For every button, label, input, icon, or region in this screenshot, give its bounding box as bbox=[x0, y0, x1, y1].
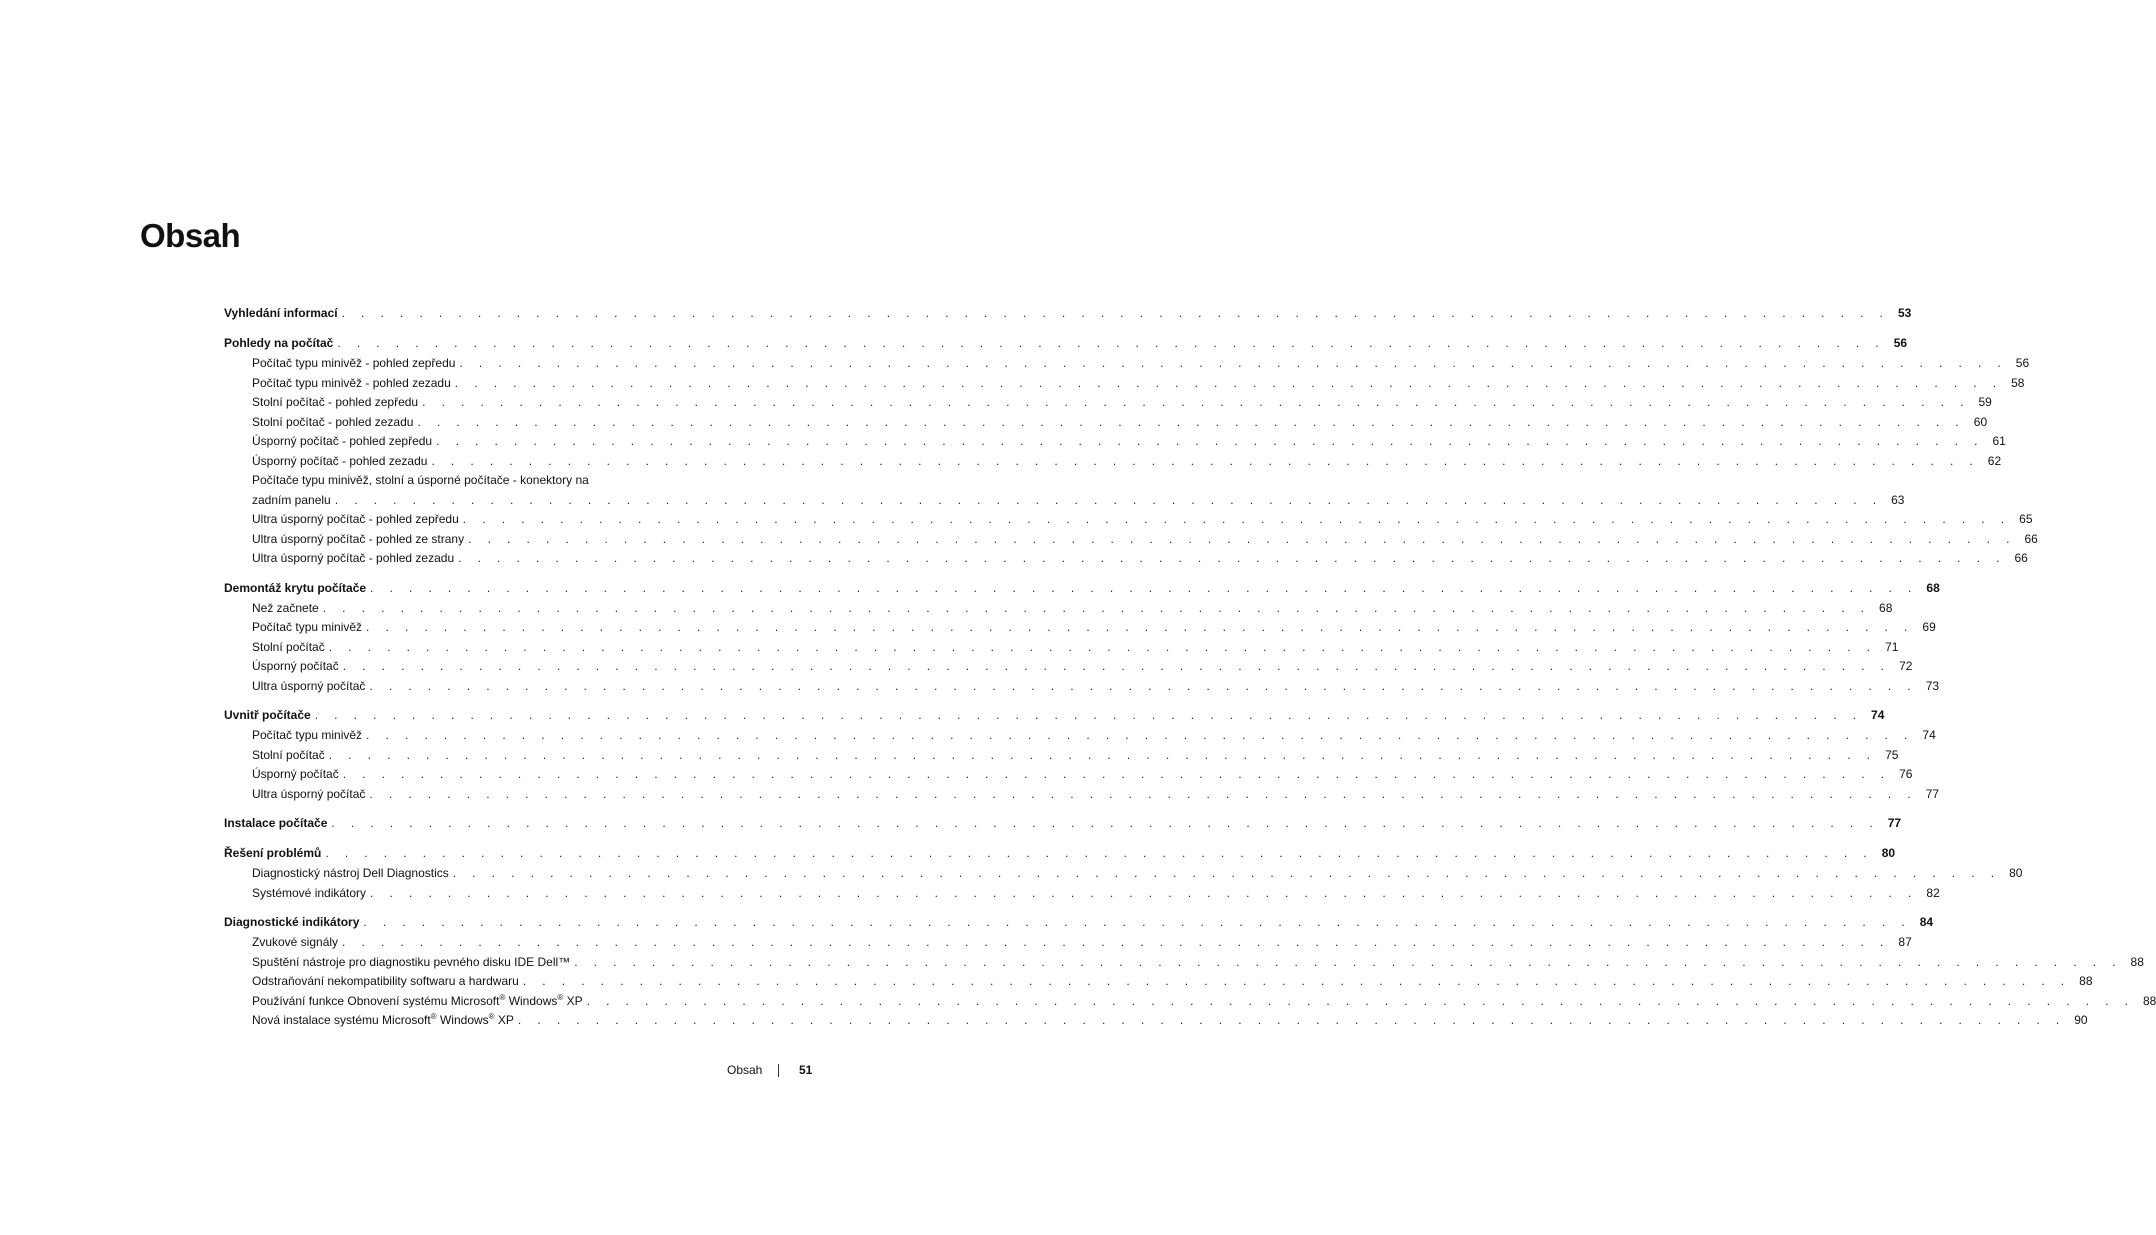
toc-entry-title[interactable]: Diagnostické indikátory bbox=[224, 915, 360, 929]
toc-section bbox=[224, 911, 2156, 1031]
toc-entry-title[interactable]: Stolní počítač - pohled zezadu bbox=[252, 414, 414, 429]
toc-page-number[interactable]: 82 bbox=[1926, 885, 1940, 900]
toc-page-number[interactable]: 90 bbox=[2074, 1013, 2088, 1027]
footer-separator bbox=[778, 1064, 779, 1077]
dot-leader: . . . . . . . . . . . . . . . . . . . . . . . . . . . . . . . . . . . . . . . . . . . . . . . . . . . . . . . . . . . . . . . . . . . . . . . . . . . . . . . . bbox=[459, 356, 2008, 370]
toc-page-number[interactable]: 80 bbox=[2009, 866, 2023, 880]
dot-leader: . . . . . . . . . . . . . . . . . . . . . . . . . . . . . . . . . . . . . . . . . . . . . . . . . . . . . . . . . . . . . . . . . . . . . . . . . . . . . . . . bbox=[517, 1013, 2066, 1027]
page-title: Obsah bbox=[140, 217, 241, 254]
dot-leader: . . . . . . . . . . . . . . . . . . . . . . . . . . . . . . . . . . . . . . . . . . . . . . . . . . . . . . . . . . . . . . . . . . . . . . . . . . . . . . . . bbox=[522, 974, 2071, 988]
toc-entry-continuation bbox=[252, 491, 1905, 511]
dot-leader: . . . . . . . . . . . . . . . . . . . . . . . . . . . . . . . . . . . . . . . . . . . . . . . . . . . . . . . . . . . . . . . . . . . . . . . . . . . . . . . . bbox=[458, 551, 2006, 565]
table-of-contents bbox=[224, 302, 2156, 1039]
toc-entry-sub[interactable] bbox=[224, 374, 2025, 394]
toc-entry-sub[interactable] bbox=[224, 746, 1899, 766]
toc-page-number[interactable]: 77 bbox=[1925, 786, 1940, 801]
toc-entry-sub[interactable] bbox=[224, 618, 1936, 638]
dot-leader: . . . . . . . . . . . . . . . . . . . . . . . . . . . . . . . . . . . . . . . . . . . . . . . . . . . . . . . . . . . . . . . . . . . . . . . . . . . . . . . . bbox=[468, 531, 2016, 546]
dot-leader: . . . . . . . . . . . . . . . . . . . . . . . . . . . . . . . . . . . . . . . . . . . . . . . . . . . . . . . . . . . . . . . . . . . . . . . . . . . . . . . . bbox=[370, 885, 1918, 900]
toc-entry-sub[interactable] bbox=[224, 677, 1940, 697]
toc-entry-title[interactable]: Počítač typu minivěž bbox=[252, 728, 363, 742]
dot-leader: . . . . . . . . . . . . . . . . . . . . . . . . . . . . . . . . . . . . . . . . . . . . . . . . . . . . . . . . . . . . . . . . . . . . . . . . . . . . . . . . bbox=[331, 816, 1880, 830]
footer-page-number: 51 bbox=[799, 1063, 813, 1077]
toc-entry-sub[interactable] bbox=[224, 638, 1899, 658]
toc-page-number[interactable]: 80 bbox=[1881, 846, 1896, 860]
toc-entry-title[interactable]: Spuštění nástroje pro diagnostiku pevného disku IDE Dell™ bbox=[252, 954, 571, 969]
toc-entry-sub[interactable] bbox=[224, 530, 2038, 550]
toc-entry-sub[interactable] bbox=[224, 933, 1912, 953]
toc-entry-title[interactable]: Ultra úsporný počítač - pohled zezadu bbox=[252, 551, 455, 565]
toc-entry-sub[interactable] bbox=[224, 510, 2033, 530]
toc-entry-sub[interactable] bbox=[224, 599, 1893, 619]
toc-entry-title[interactable]: Používání funkce Obnovení systému Microsoft® Windows® XP bbox=[252, 992, 583, 1008]
toc-page-number[interactable]: 74 bbox=[1871, 708, 1885, 722]
toc-page-number[interactable]: 65 bbox=[2019, 512, 2033, 526]
toc-section bbox=[224, 812, 1902, 834]
toc-entry-sub[interactable] bbox=[224, 953, 2144, 973]
dot-leader: . . . . . . . . . . . . . . . . . . . . . . . . . . . . . . . . . . . . . . . . . . . . . . . . . . . . . . . . . . . . . . . . . . . . . . . . . . . . . . . . bbox=[342, 767, 1891, 781]
toc-entry-sub[interactable] bbox=[224, 884, 1940, 904]
toc-entry-main[interactable] bbox=[224, 812, 1902, 834]
toc-page-number[interactable]: 69 bbox=[1922, 620, 1936, 634]
dot-leader: . . . . . . . . . . . . . . . . . . . . . . . . . . . . . . . . . . . . . . . . . . . . . . . . . . . . . . . . . . . . . . . . . . . . . . . . . . . . . . . . bbox=[586, 993, 2135, 1008]
dot-leader: . . . . . . . . . . . . . . . . . . . . . . . . . . . . . . . . . . . . . . . . . . . . . . . . . . . . . . . . . . . . . . . . . . . . . . . . . . . . . . . . bbox=[422, 395, 1970, 409]
toc-entry-title[interactable]: Zvukové signály bbox=[252, 935, 339, 949]
toc-entry-title[interactable]: Ultra úsporný počítač bbox=[252, 786, 366, 801]
toc-page-number[interactable]: 71 bbox=[1885, 639, 1899, 654]
toc-entry-title[interactable]: Než začnete bbox=[252, 600, 319, 615]
toc-entry-sub[interactable] bbox=[224, 1011, 2088, 1031]
toc-entry-main[interactable] bbox=[224, 842, 1896, 864]
dot-leader: . . . . . . . . . . . . . . . . . . . . . . . . . . . . . . . . . . . . . . . . . . . . . . . . . . . . . . . . . . . . . . . . . . . . . . . . . . . . . . . . bbox=[337, 336, 1886, 350]
toc-page-number[interactable]: 87 bbox=[1898, 935, 1912, 949]
dot-leader: . . . . . . . . . . . . . . . . . . . . . . . . . . . . . . . . . . . . . . . . . . . . . . . . . . . . . . . . . . . . . . . . . . . . . . . . . . . . . . . . bbox=[369, 786, 1918, 801]
toc-entry-sub[interactable] bbox=[224, 992, 2156, 1012]
toc-entry-title[interactable]: Demontáž krytu počítače bbox=[224, 580, 367, 595]
dot-leader: . . . . . . . . . . . . . . . . . . . . . . . . . . . . . . . . . . . . . . . . . . . . . . . . . . . . . . . . . . . . . . . . . . . . . . . . . . . . . . . . bbox=[366, 620, 1914, 634]
dot-leader: . . . . . . . . . . . . . . . . . . . . . . . . . . . . . . . . . . . . . . . . . . . . . . . . . . . . . . . . . . . . . . . . . . . . . . . . . . . . . . . . bbox=[370, 580, 1918, 595]
dot-leader: . . . . . . . . . . . . . . . . . . . . . . . . . . . . . . . . . . . . . . . . . . . . . . . . . . . . . . . . . . . . . . . . . . . . . . . . . . . . . . . . bbox=[342, 935, 1890, 949]
toc-page-number[interactable]: 62 bbox=[1987, 453, 2002, 468]
toc-entry-sub[interactable] bbox=[224, 785, 1940, 805]
toc-section bbox=[224, 302, 1912, 324]
toc-entry-main[interactable] bbox=[224, 332, 1908, 354]
toc-entry-title[interactable]: Úsporný počítač - pohled zepředu bbox=[252, 434, 433, 448]
toc-page-number[interactable]: 76 bbox=[1899, 767, 1913, 781]
toc-page-number[interactable]: 68 bbox=[1879, 600, 1893, 615]
toc-entry-sub[interactable] bbox=[224, 765, 1913, 785]
toc-entry-sub[interactable] bbox=[224, 393, 1992, 413]
toc-section bbox=[224, 704, 1940, 804]
toc-entry-sub[interactable] bbox=[224, 432, 2006, 452]
dot-leader: . . . . . . . . . . . . . . . . . . . . . . . . . . . . . . . . . . . . . . . . . . . . . . . . . . . . . . . . . . . . . . . . . . . . . . . . . . . . . . . . bbox=[452, 866, 2001, 880]
toc-entry-main[interactable] bbox=[224, 911, 1934, 933]
toc-page-number[interactable]: 72 bbox=[1899, 659, 1913, 673]
toc-page-number[interactable]: 59 bbox=[1978, 395, 1992, 409]
toc-page-number[interactable]: 74 bbox=[1922, 728, 1936, 742]
toc-page-number[interactable]: 56 bbox=[2015, 356, 2030, 370]
toc-entry-title[interactable]: Úsporný počítač bbox=[252, 767, 339, 781]
dot-leader: . . . . . . . . . . . . . . . . . . . . . . . . . . . . . . . . . . . . . . . . . . . . . . . . . . . . . . . . . . . . . . . . . . . . . . . . . . . . . . . . bbox=[342, 659, 1891, 673]
toc-entry-title[interactable]: Úsporný počítač bbox=[252, 659, 339, 673]
toc-page-number[interactable]: 58 bbox=[2011, 375, 2025, 390]
dot-leader: . . . . . . . . . . . . . . . . . . . . . . . . . . . . . . . . . . . . . . . . . . . . . . . . . . . . . . . . . . . . . . . . . . . . . . . . . . . . . . . . bbox=[462, 512, 2011, 526]
toc-entry-sub[interactable] bbox=[224, 864, 2023, 884]
toc-page-number[interactable]: 60 bbox=[1973, 414, 1988, 429]
dot-leader: . . . . . . . . . . . . . . . . . . . . . . . . . . . . . . . . . . . . . . . . . . . . . . . . . . . . . . . . . . . . . . . . . . . . . . . . . . . . . . . . bbox=[431, 453, 1980, 468]
toc-entry-sub[interactable] bbox=[224, 452, 2002, 472]
dot-leader: . . . . . . . . . . . . . . . . . . . . . . . . . . . . . . . . . . . . . . . . . . . . . . . . . . . . . . . . . . . . . . . . . . . . . . . . . . . . . . . . bbox=[366, 728, 1914, 742]
toc-page-number[interactable]: 53 bbox=[1897, 306, 1912, 320]
toc-entry-title[interactable]: Vyhledání informací bbox=[224, 306, 338, 320]
toc-entry-title[interactable]: Ultra úsporný počítač - pohled ze strany bbox=[252, 531, 465, 546]
toc-entry-sub[interactable] bbox=[224, 471, 1905, 510]
dot-leader: . . . . . . . . . . . . . . . . . . . . . . . . . . . . . . . . . . . . . . . . . . . . . . . . . . . . . . . . . . . . . . . . . . . . . . . . . . . . . . . . bbox=[454, 375, 2003, 390]
dot-leader: . . . . . . . . . . . . . . . . . . . . . . . . . . . . . . . . . . . . . . . . . . . . . . . . . . . . . . . . . . . . . . . . . . . . . . . . . . . . . . . . bbox=[417, 414, 1966, 429]
toc-page-number[interactable]: 88 bbox=[2130, 954, 2144, 969]
footer-label: Obsah bbox=[727, 1063, 763, 1077]
toc-entry-title[interactable]: Stolní počítač bbox=[252, 747, 325, 762]
toc-entry-title[interactable]: Úsporný počítač - pohled zezadu bbox=[252, 453, 428, 468]
toc-entry-title[interactable]: Počítač typu minivěž - pohled zepředu bbox=[252, 356, 456, 370]
dot-leader: . . . . . . . . . . . . . . . . . . . . . . . . . . . . . . . . . . . . . . . . . . . . . . . . . . . . . . . . . . . . . . . . . . . . . . . . . . . . . . . . bbox=[436, 434, 1984, 448]
toc-page-number[interactable]: 75 bbox=[1885, 747, 1899, 762]
toc-entry-title[interactable]: Počítač typu minivěž bbox=[252, 620, 363, 634]
toc-entry-sub[interactable] bbox=[224, 972, 2093, 992]
toc-section bbox=[224, 577, 1940, 697]
toc-entry-title[interactable]: Uvnitř počítače bbox=[224, 708, 311, 722]
dot-leader: . . . . . . . . . . . . . . . . . . . . . . . . . . . . . . . . . . . . . . . . . . . . . . . . . . . . . . . . . . . . . . . . . . . . . . . . . . . . . . . . bbox=[341, 306, 1890, 320]
dot-leader: . . . . . . . . . . . . . . . . . . . . . . . . . . . . . . . . . . . . . . . . . . . . . . . . . . . . . . . . . . . . . . . . . . . . . . . . . . . . . . . . bbox=[369, 678, 1918, 693]
toc-page-number[interactable]: 61 bbox=[1992, 434, 2006, 448]
toc-entry-title[interactable]: Stolní počítač - pohled zepředu bbox=[252, 395, 419, 409]
toc-entry-title[interactable]: Stolní počítač bbox=[252, 639, 325, 654]
toc-entry-sub[interactable] bbox=[224, 657, 1913, 677]
toc-entry-sub[interactable] bbox=[224, 549, 2028, 569]
toc-entry-title[interactable]: Pohledy na počítač bbox=[224, 336, 334, 350]
toc-entry-title-continuation[interactable]: zadním panelu bbox=[252, 492, 331, 507]
toc-page-number[interactable]: 73 bbox=[1925, 678, 1940, 693]
toc-entry-title[interactable]: Ultra úsporný počítač bbox=[252, 678, 366, 693]
toc-entry-title[interactable]: Odstraňování nekompatibility softwaru a hardwaru bbox=[252, 974, 519, 988]
toc-entry-title[interactable]: Ultra úsporný počítač - pohled zepředu bbox=[252, 512, 459, 526]
toc-section bbox=[224, 842, 2023, 903]
toc-entry-title[interactable]: Systémové indikátory bbox=[252, 885, 367, 900]
dot-leader: . . . . . . . . . . . . . . . . . . . . . . . . . . . . . . . . . . . . . . . . . . . . . . . . . . . . . . . . . . . . . . . . . . . . . . . . . . . . . . . . bbox=[325, 846, 1874, 860]
toc-page-number[interactable]: 66 bbox=[2014, 551, 2028, 565]
toc-page-number[interactable]: 77 bbox=[1887, 816, 1902, 830]
toc-section bbox=[224, 332, 2038, 569]
toc-entry-title[interactable]: Nová instalace systému Microsoft® Windows® XP bbox=[252, 1012, 514, 1027]
dot-leader: . . . . . . . . . . . . . . . . . . . . . . . . . . . . . . . . . . . . . . . . . . . . . . . . . . . . . . . . . . . . . . . . . . . . . . . . . . . . . . . . bbox=[574, 954, 2122, 969]
toc-entry-main[interactable] bbox=[224, 302, 1912, 324]
toc-entry-sub[interactable] bbox=[224, 413, 1988, 433]
toc-entry-title[interactable]: Řešení problémů bbox=[224, 846, 322, 860]
toc-page-number[interactable]: 88 bbox=[2079, 974, 2093, 988]
dot-leader: . . . . . . . . . . . . . . . . . . . . . . . . . . . . . . . . . . . . . . . . . . . . . . . . . . . . . . . . . . . . . . . . . . . . . . . . . . . . . . . . bbox=[328, 639, 1877, 654]
toc-entry-title[interactable]: Počítač typu minivěž - pohled zezadu bbox=[252, 375, 451, 390]
dot-leader: . . . . . . . . . . . . . . . . . . . . . . . . . . . . . . . . . . . . . . . . . . . . . . . . . . . . . . . . . . . . . . . . . . . . . . . . . . . . . . . . bbox=[363, 915, 1912, 929]
toc-entry-main[interactable] bbox=[224, 704, 1885, 726]
toc-entry-sub[interactable] bbox=[224, 726, 1936, 746]
toc-entry-main[interactable] bbox=[224, 577, 1940, 599]
toc-entry-title[interactable]: Počítače typu minivěž, stolní a úsporné počítače - konektory na bbox=[252, 473, 589, 487]
toc-page-number[interactable]: 68 bbox=[1926, 580, 1940, 595]
dot-leader: . . . . . . . . . . . . . . . . . . . . . . . . . . . . . . . . . . . . . . . . . . . . . . . . . . . . . . . . . . . . . . . . . . . . . . . . . . . . . . . . bbox=[322, 600, 1871, 615]
dot-leader: . . . . . . . . . . . . . . . . . . . . . . . . . . . . . . . . . . . . . . . . . . . . . . . . . . . . . . . . . . . . . . . . . . . . . . . . . . . . . . . . bbox=[314, 708, 1863, 722]
toc-page-number[interactable]: 88 bbox=[2142, 993, 2156, 1008]
toc-page-number[interactable]: 84 bbox=[1919, 915, 1934, 929]
toc-entry-title[interactable]: Diagnostický nástroj Dell Diagnostics bbox=[252, 866, 449, 880]
toc-page-number[interactable]: 56 bbox=[1893, 336, 1908, 350]
toc-page-number[interactable]: 66 bbox=[2024, 531, 2038, 546]
dot-leader: . . . . . . . . . . . . . . . . . . . . . . . . . . . . . . . . . . . . . . . . . . . . . . . . . . . . . . . . . . . . . . . . . . . . . . . . . . . . . . . . bbox=[328, 747, 1877, 762]
toc-page-number[interactable]: 63 bbox=[1891, 492, 1905, 507]
toc-entry-sub[interactable] bbox=[224, 354, 2030, 374]
toc-entry-title[interactable]: Instalace počítače bbox=[224, 816, 328, 830]
dot-leader: . . . . . . . . . . . . . . . . . . . . . . . . . . . . . . . . . . . . . . . . . . . . . . . . . . . . . . . . . . . . . . . . . . . . . . . . . . . . . . . . bbox=[334, 492, 1883, 507]
